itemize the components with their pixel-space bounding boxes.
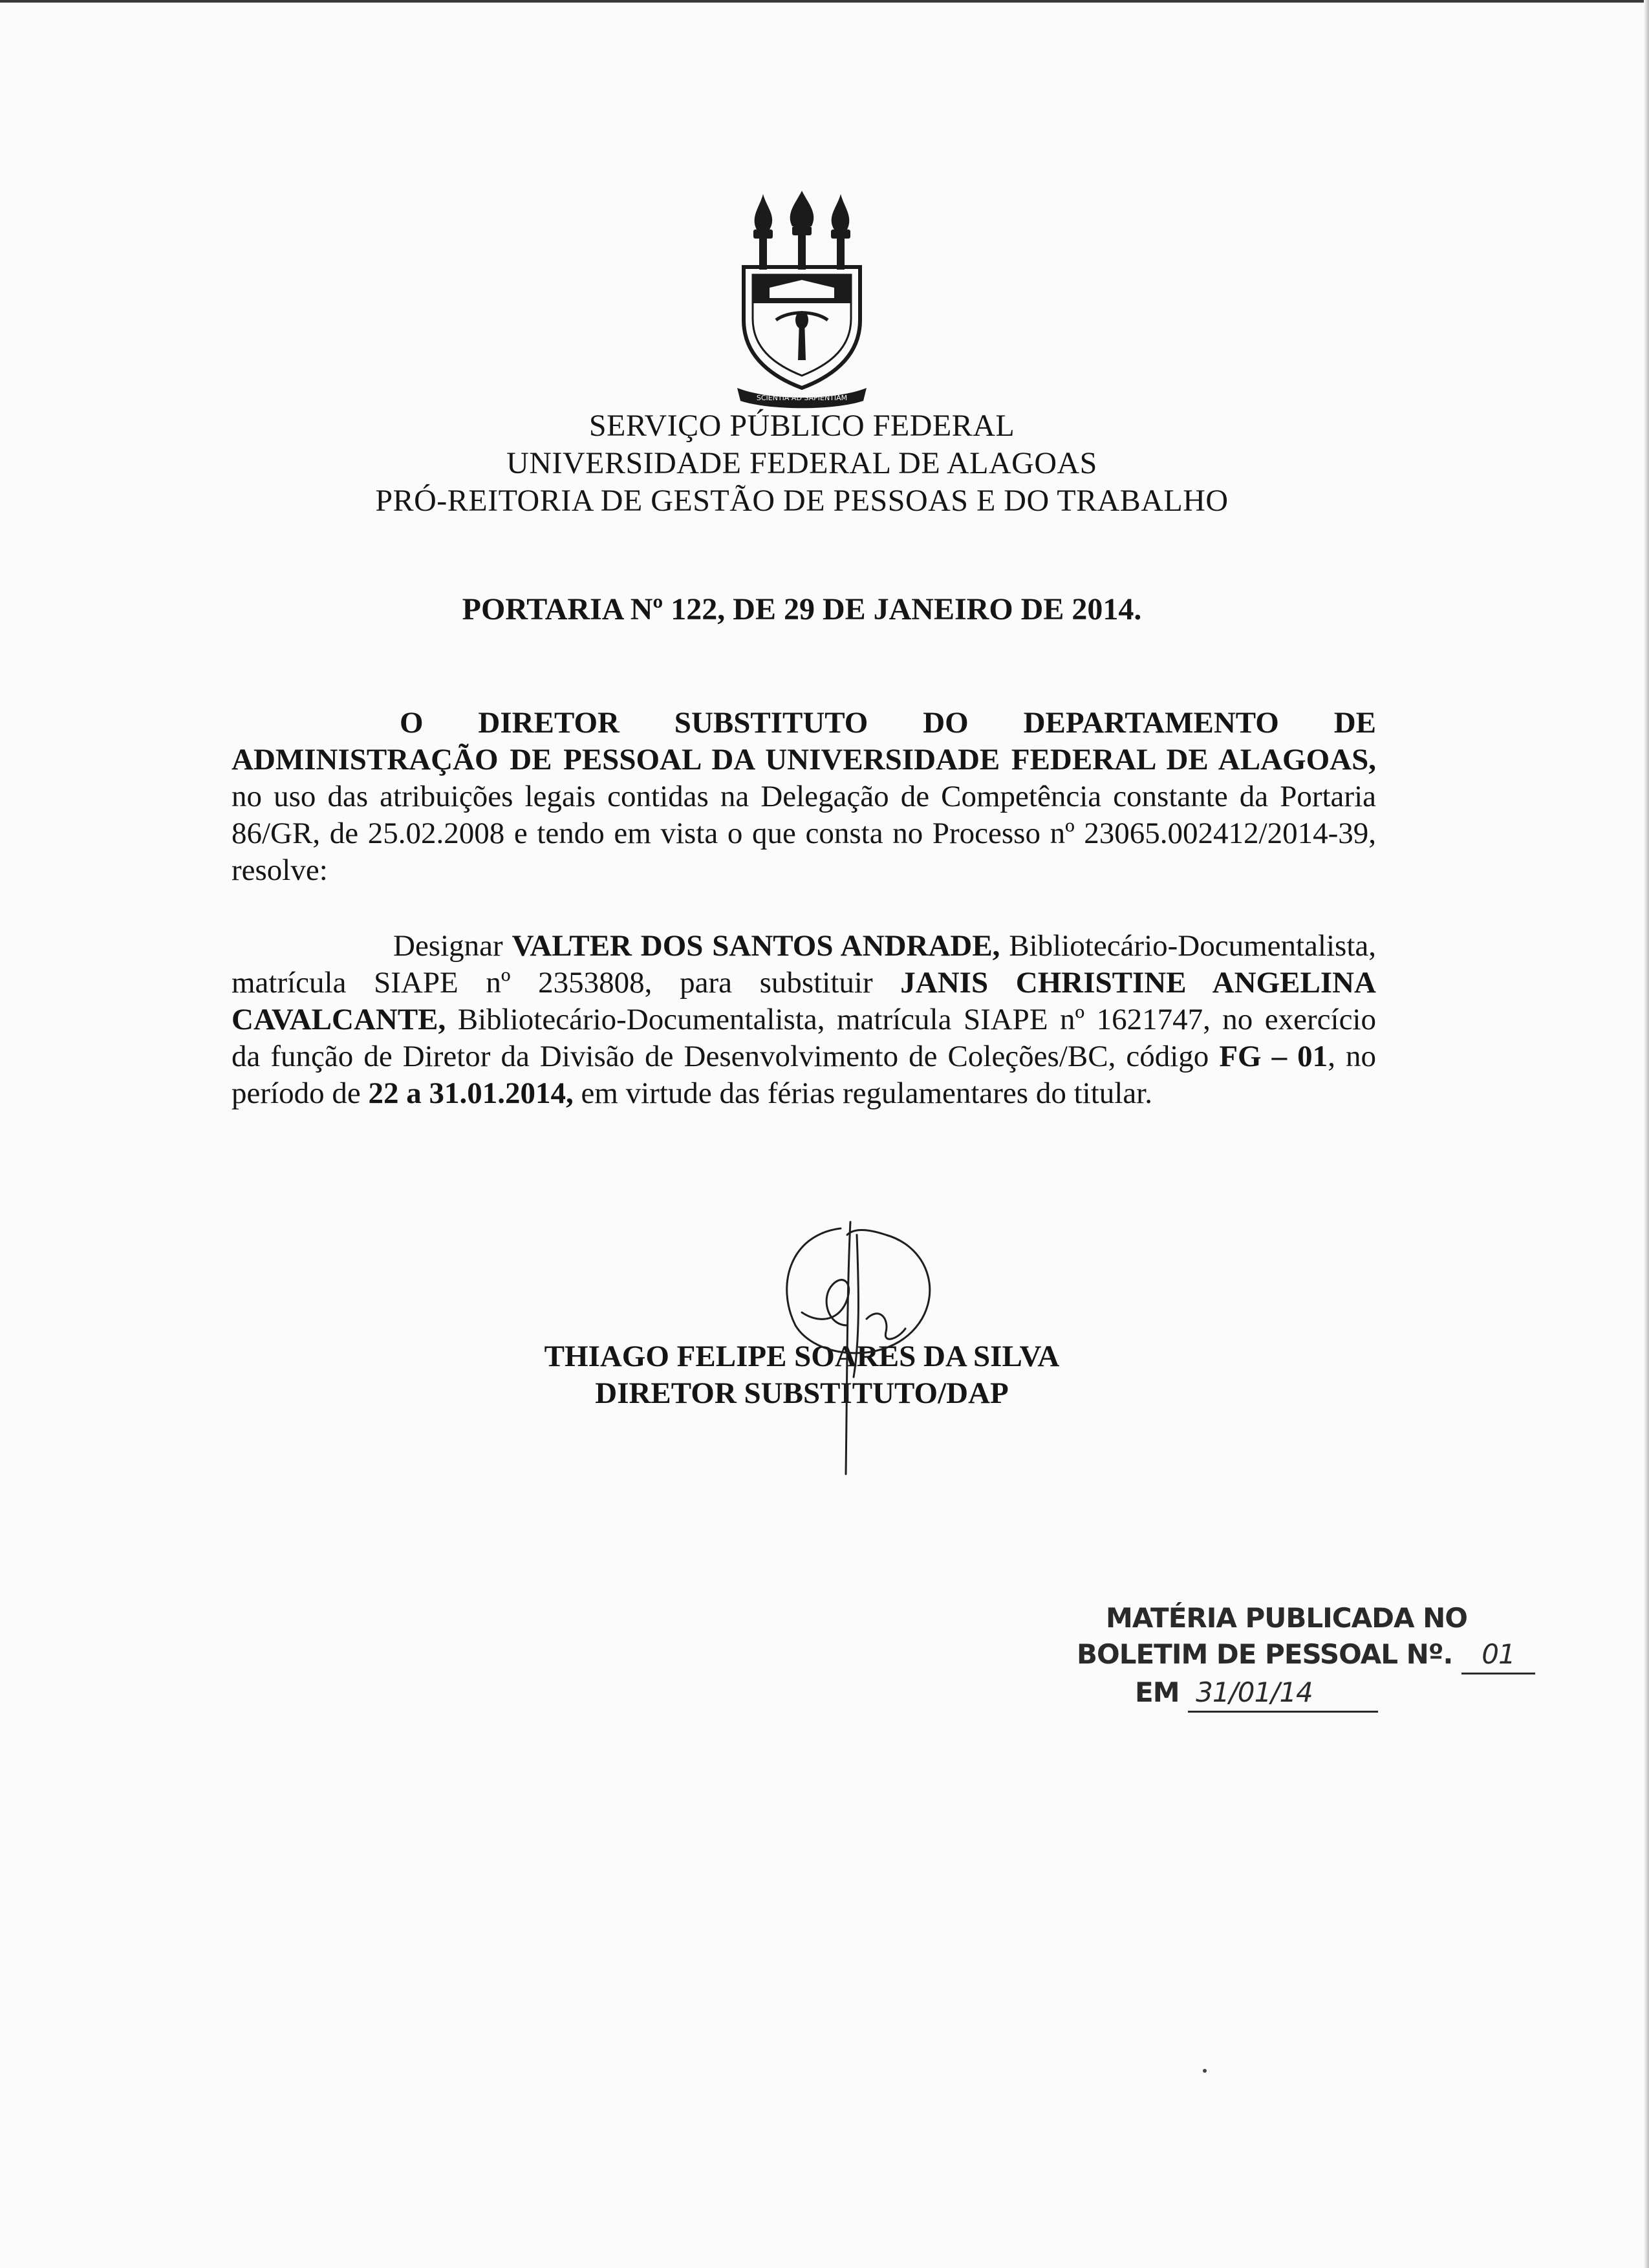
publication-stamp [1077,1600,1515,1713]
stamp-date-value: 31/01/14 [1188,1674,1378,1713]
scan-right-edge [1644,0,1649,2268]
stamp-line-date [1077,1674,1439,1713]
header-line-department: PRÓ-REITORIA DE GESTÃO DE PESSOAS E DO TRABALHO [375,484,1229,518]
university-seal-icon [731,191,873,411]
preamble-authority: O DIRETOR SUBSTITUTO DO DEPARTAMENTO DE ADMINISTRAÇÃO DE PESSOAL DA UNIVERSIDADE FEDERAL DE ALAGOAS, [232,706,1376,776]
resolution-text: , no período de [232,1040,1376,1110]
resolution-text: Bibliotecário-Documentalista, matrícula SIAPE nº 2353808, para substituir [232,929,1376,1000]
substituted-name: JANIS CHRISTINE ANGELINA CAVALCANTE, [232,966,1376,1036]
resolution-paragraph [232,928,1376,1112]
stamp-date-label: EM [1135,1676,1180,1708]
document-title: PORTARIA Nº 122, DE 29 DE JANEIRO DE 2014. [462,592,1142,626]
resolution-text: em virtude das férias regulamentares do titular. [573,1076,1152,1110]
svg-text:SCIENTIA AD SAPIENTIAM: SCIENTIA AD SAPIENTIAM [756,394,848,402]
header-line-university: UNIVERSIDADE FEDERAL DE ALAGOAS [506,446,1097,480]
preamble-text: no uso das atribuições legais contidas na Delegação de Competência constante da Portaria 86/GR, de 25.02.2008 e tendo em vista o que consta no Processo nº 23065.002412/2014-39, resolve: [232,780,1376,887]
resolution-text: Bibliotecário-Documentalista, matrícula SIAPE nº 1621747, no exercício da função de Diretor da Divisão de Desenvolvimento de Coleções/BC, código [232,1003,1376,1073]
designee-name: VALTER DOS SANTOS ANDRADE, [512,929,1000,963]
resolution-text: Designar [393,929,512,963]
stamp-line-bulletin [1077,1636,1515,1674]
stamp-bulletin-label: BOLETIM DE PESSOAL Nº. [1077,1638,1453,1670]
preamble-paragraph [232,705,1376,889]
signatory-name: THIAGO FELIPE SOARES DA SILVA [544,1340,1060,1373]
scan-top-edge [0,0,1649,3]
handwritten-signature [750,1209,957,1493]
document-header [0,407,1604,520]
stamp-line-published: MATÉRIA PUBLICADA NO [1106,1602,1467,1634]
period-dates: 22 a 31.01.2014, [368,1076,574,1110]
signatory-role: DIRETOR SUBSTITUTO/DAP [595,1376,1009,1410]
header-line-service: SERVIÇO PÚBLICO FEDERAL [588,409,1015,443]
function-code: FG – 01 [1219,1040,1328,1073]
stamp-bulletin-number: 01 [1461,1636,1535,1674]
scan-speck [1203,2069,1207,2073]
